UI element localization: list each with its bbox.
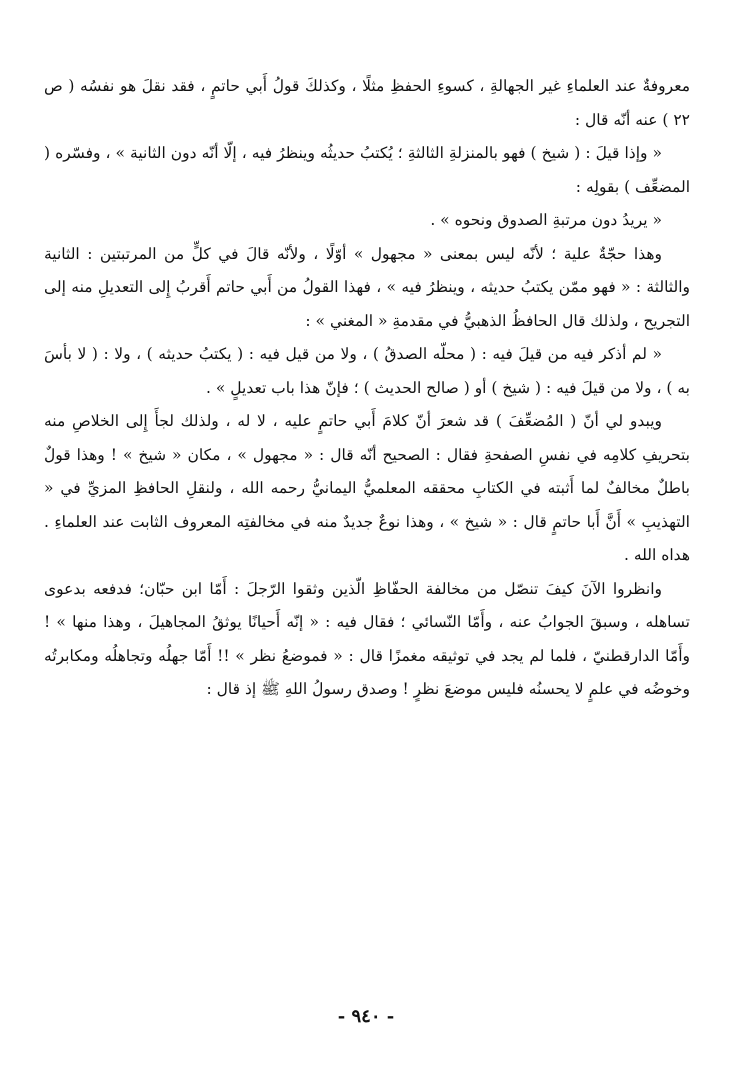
quote-abi-hatim: « وإذا قيلَ : ( شيخ ) فهو بالمنزلةِ الثالثةِ ؛ يُكتبُ حديثُه وينظرُ فيه ، إلّا أنّه دون الثانية » ، وفسّره ( المضعِّف ) بقولِه : (44, 144, 690, 196)
paragraph-argument: وهذا حجّةٌ علية ؛ لأنّه ليس بمعنى « مجهول » أوّلًا ، ولأنّه قالَ في كلٍّ من المرتبتين : الثانية والثالثة : « فهو ممّن يكتبُ حديثه ، وينظرُ فيه » ، فهذا القولُ من أَبي حاتم أَقربُ إِلى التعديلِ منه إلى التجريح ، ولذلك قال الحافظُ الذهبيُّ في مقدمةِ « المغني » : (44, 244, 690, 330)
paragraph-distortion: ويبدو لي أنّ ( المُضعِّفَ ) قد شعرَ أنّ كلامَ أَبي حاتمٍ عليه ، لا له ، ولذلك لجأَ إِلى الخلاصِ منه بتحريفِ كلامِه في نفسِ الصفحةِ فقال : الصحيح أنّه قال : « مجهول » ، مكان « شيخ » ! وهذا قولٌ باطلٌ مخالفٌ لما أَثبته في الكتابِ محققه المعلميُّ اليمانيُّ رحمه الله ، ولنقلِ الحافظِ المزيِّ في « التهذيبِ » أَنَّ أَبا حاتمٍ قال : « شيخ » ، وهذا نوعٌ جديدٌ منه في مخالفتِه المعروف الثابت عند العلماءِ . هداه الله . (44, 412, 690, 564)
paragraph-huffaz: وانظروا الآنَ كيفَ تنصّل من مخالفة الحفّاظِ الّذين وثقوا الرّجلَ : أَمّا ابن حبّان؛ فدفعه بدعوى تساهله ، وسبقَ الجوابُ عنه ، وأَمّا النّسائي ؛ فقال فيه : « إنّه أَحيانًا يوثقُ المجاهيلَ ، وهذا منها » ! وأَمّا الدارقطنيّ ، فلما لم يجد في توثيقه مغمزًا قال : « فموضعُ نظر » !! أَمّا جهلُه وتجاهلُه ومكابرتُه وخوضُه في علمٍ لا يحسنُه فليس موضعَ نظرٍ ! وصدق رسولُ اللهِ ﷺ إذ قال : (44, 579, 690, 698)
paragraph-intro: معروفةٌ عند العلماءِ غير الجهالةِ ، كسوءِ الحفظِ مثلًا ، وكذلكَ قولُ أَبي حاتمٍ ، فقد نقلَ هو نفسُه ( ص ٢٢ ) عنه أنّه قال : (44, 77, 690, 129)
page-body (44, 70, 690, 707)
quote-explanation: « يريدُ دون مرتبةِ الصدوق ونحوه » . (430, 211, 662, 229)
quote-dhahabi: « لم أذكر فيه من قيلَ فيه : ( محلّه الصدقُ ) ، ولا من قيل فيه : ( يكتبُ حديثه ) ، ولا : ( لا بأسَ به ) ، ولا من قيلَ فيه : ( شيخ ) أو ( صالح الحديث ) ؛ فإنّ هذا باب تعديلٍ » . (44, 345, 690, 397)
page-number: - ٩٤٠ - (337, 1006, 395, 1027)
